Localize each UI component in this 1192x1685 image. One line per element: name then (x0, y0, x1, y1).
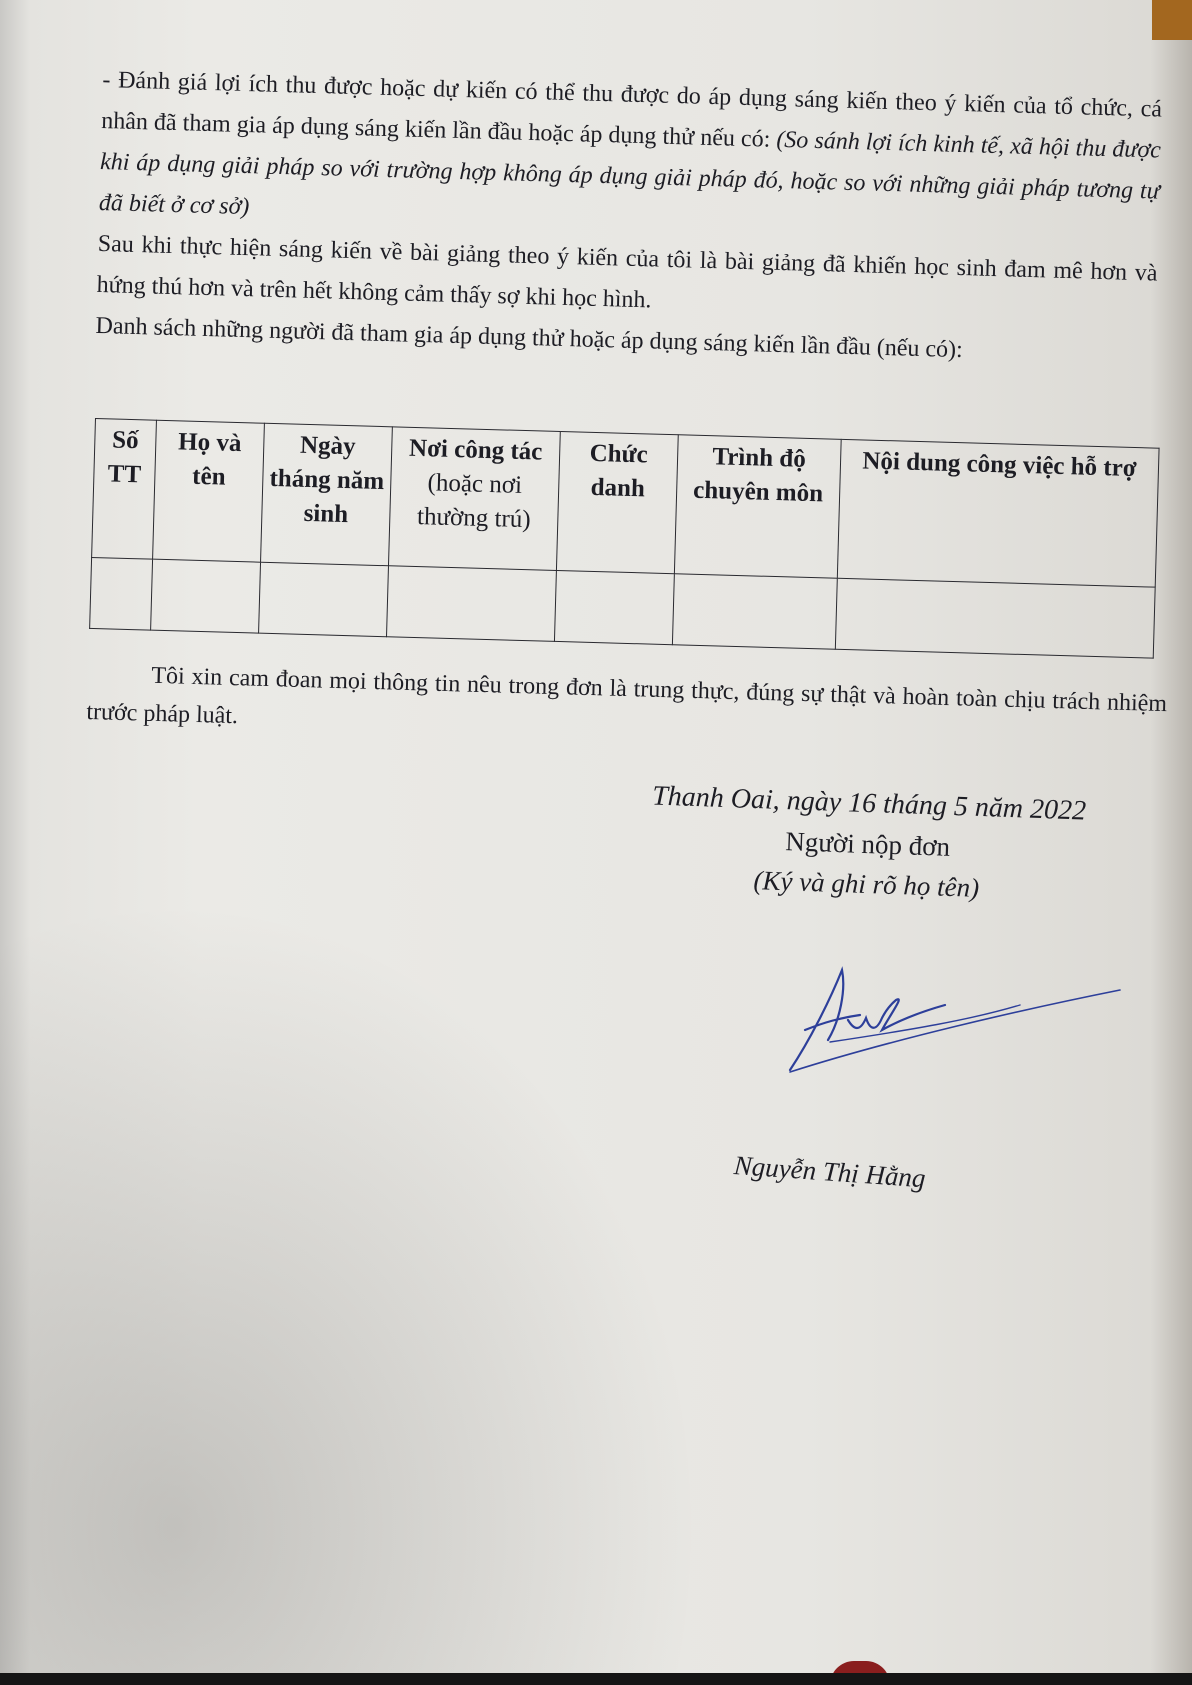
signature-block (606, 775, 1130, 913)
benefit-paragraph (95, 60, 1163, 376)
header-level: Trình độ chuyên môn (674, 435, 841, 578)
table-cell (90, 557, 153, 630)
list-intro-text: Danh sách những người đã tham gia áp dụng thử hoặc áp dụng sáng kiến lần đầu (nếu có): (95, 312, 964, 364)
header-workplace (388, 427, 560, 571)
table-cell (151, 559, 261, 633)
evaluation-intro: - Đánh giá lợi ích thu được hoặc dự kiến có thể thu được do áp dụng sáng kiến theo ý kiến của tổ chức, cá nhân đã tham gia áp dụng sáng kiến lần đầu hoặc áp dụng thử nếu có: (100, 66, 1163, 153)
table-edge (0, 1673, 1192, 1685)
place-date: Thanh Oai, ngày 16 tháng 5 năm 2022 (651, 780, 1087, 827)
table-cell (259, 562, 389, 637)
result-text: Sau khi thực hiện sáng kiến về bài giảng theo ý kiến của tôi là bài giảng đã khiến học sinh đam mê hơn và hứng thú hơn và trên hết không cảm thấy sợ khi học hình. (96, 230, 1158, 314)
evaluation-italic: (So sánh lợi ích kinh tế, xã hội thu được khi áp dụng giải pháp so với trường hợp không áp dụng giải pháp đó, hoặc so với những giải pháp tương tự đã biết ở cơ sở) (98, 126, 1162, 221)
commitment-text: Tôi xin cam đoan mọi thông tin nêu trong đơn là trung thực, đúng sự thật và hoàn toàn chịu trách nhiệm trước pháp luật. (86, 662, 1168, 730)
table-cell (835, 578, 1155, 658)
header-name: Họ và tên (153, 420, 265, 562)
table-cell (554, 570, 674, 644)
handwritten-signature (770, 960, 1130, 1080)
header-title: Chức danh (556, 431, 678, 573)
header-stt: Số TT (92, 419, 157, 560)
header-dob: Ngày tháng năm sinh (261, 423, 393, 566)
participants-table (89, 418, 1159, 659)
sign-instruction: (Ký và ghi rõ họ tên) (753, 865, 980, 903)
evaluation-text (98, 60, 1162, 254)
table-cell (387, 566, 557, 642)
table-cell (672, 574, 837, 650)
header-workplace-bold: Nơi công tác (408, 434, 543, 466)
applicant-role: Người nộp đơn (784, 826, 951, 862)
header-workplace-note: (hoặc nơi thường trú) (416, 469, 531, 534)
header-task: Nội dung công việc hỗ trợ (837, 439, 1159, 587)
signer-name: Nguyễn Thị Hằng (732, 1150, 927, 1194)
